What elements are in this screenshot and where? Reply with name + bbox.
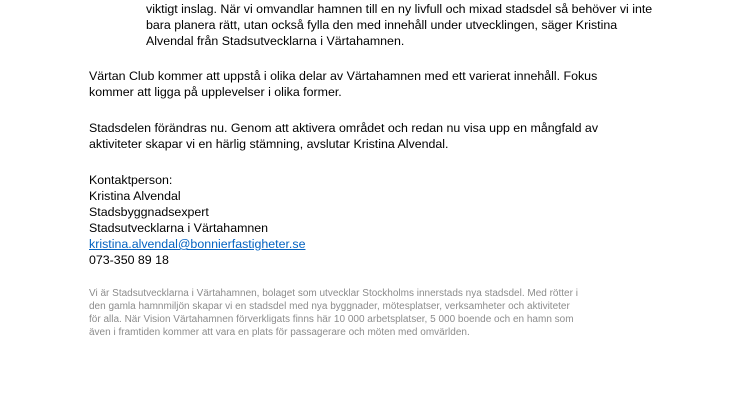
contact-organization: Stadsutvecklarna i Värtahamnen [89, 221, 269, 235]
footer-line: Vi är Stadsutvecklarna i Värtahamnen, bolaget som utvecklar Stockholms innerstads nya stadsdel. Med rötter i [89, 288, 578, 299]
contact-email-link[interactable]: kristina.alvendal@bonnierfastigheter.se [89, 237, 306, 251]
footer-line: även i framtiden kommer att vara en plats för passagerare och möten med omvärlden. [89, 327, 470, 338]
quote-paragraph [146, 1, 666, 49]
company-boilerplate [89, 287, 669, 339]
quote-line: viktigt inslag. När vi omvandlar hamnen till en ny livfull och mixad stadsdel så behöver vi inte [146, 2, 653, 16]
paragraph-line: kommer att ligga på upplevelser i olika former. [89, 85, 342, 99]
paragraph-line: aktiviteter skapar vi en härlig stämning, avslutar Kristina Alvendal. [89, 137, 449, 151]
paragraph-line: Stadsdelen förändras nu. Genom att aktivera området och redan nu visa upp en mångfald av [89, 121, 599, 135]
paragraph-vartan-club [89, 68, 669, 100]
footer-line: den gamla hamnmiljön skapar vi en stadsdel med nya byggnader, mötesplatser, verksamheter och aktiviteter [89, 301, 570, 312]
quote-line: bara planera rätt, utan också fylla den med innehåll under utvecklingen, säger Kristina [146, 18, 618, 32]
contact-block [89, 172, 669, 268]
contact-heading: Kontaktperson: [89, 173, 173, 187]
footer-line: för alla. När Vision Värtahamnen förverkligats finns här 10 000 arbetsplatser, 5 000 boende och en hamn som [89, 314, 574, 325]
contact-title: Stadsbyggnadsexpert [89, 205, 209, 219]
contact-name: Kristina Alvendal [89, 189, 181, 203]
contact-phone: 073-350 89 18 [89, 253, 169, 267]
paragraph-stadsdelen [89, 120, 669, 152]
paragraph-line: Värtan Club kommer att uppstå i olika delar av Värtahamnen med ett varierat innehåll. Fokus [89, 69, 598, 83]
quote-line: Alvendal från Stadsutvecklarna i Värtahamnen. [146, 34, 405, 48]
